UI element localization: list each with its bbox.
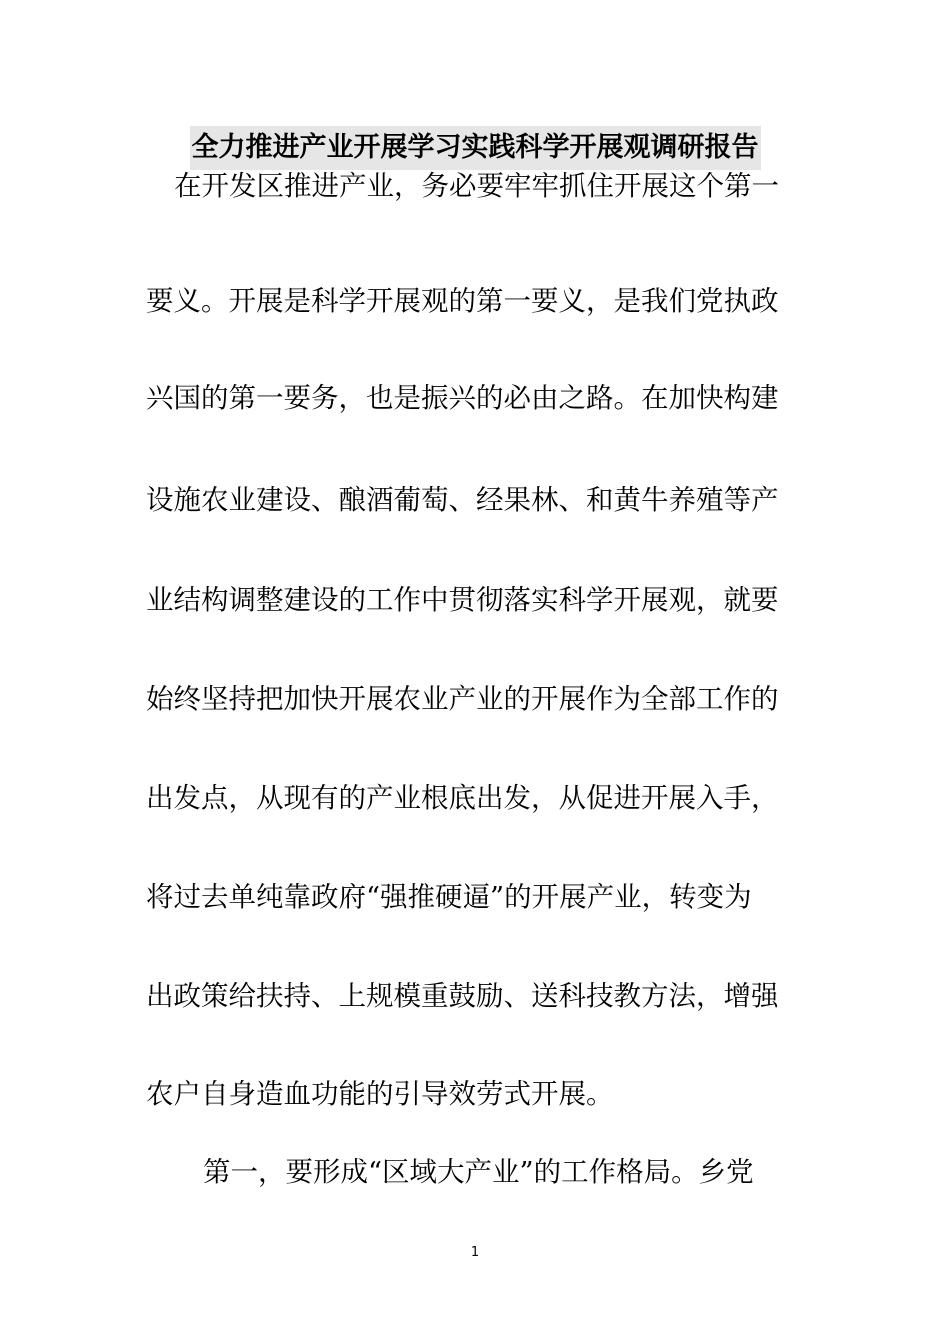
document-title: 全力推进产业开展学习实践科学开展观调研报告 [190,126,761,170]
title-container [0,126,950,170]
body-line-4: 设施农业建设、酿酒葡萄、经果林、和黄牛养殖等产 [146,484,779,516]
body-line-5: 业结构调整建设的工作中贯彻落实科学开展观，就要 [146,584,779,616]
body-line-11: 第一，要形成“区域大产业”的工作格局。乡党 [203,1156,754,1188]
body-line-6: 始终坚持把加快开展农业产业的开展作为全部工作的 [146,683,779,715]
body-line-1: 在开发区推进产业，务必要牢牢抓住开展这个第一 [174,170,779,202]
body-line-10: 农户自身造血功能的引导效劳式开展。 [146,1078,614,1110]
page-number: 1 [470,1245,480,1260]
body-line-9: 出政策给扶持、上规模重鼓励、送科技教方法，增强 [146,980,779,1012]
body-line-7: 出发点，从现有的产业根底出发，从促进开展入手， [146,782,779,814]
body-line-2: 要义。开展是科学开展观的第一要义，是我们党执政 [146,285,779,317]
body-line-8: 将过去单纯靠政府“强推硬逼”的开展产业，转变为 [146,881,752,913]
body-line-3: 兴国的第一要务，也是振兴的必由之路。在加快构建 [146,382,779,414]
